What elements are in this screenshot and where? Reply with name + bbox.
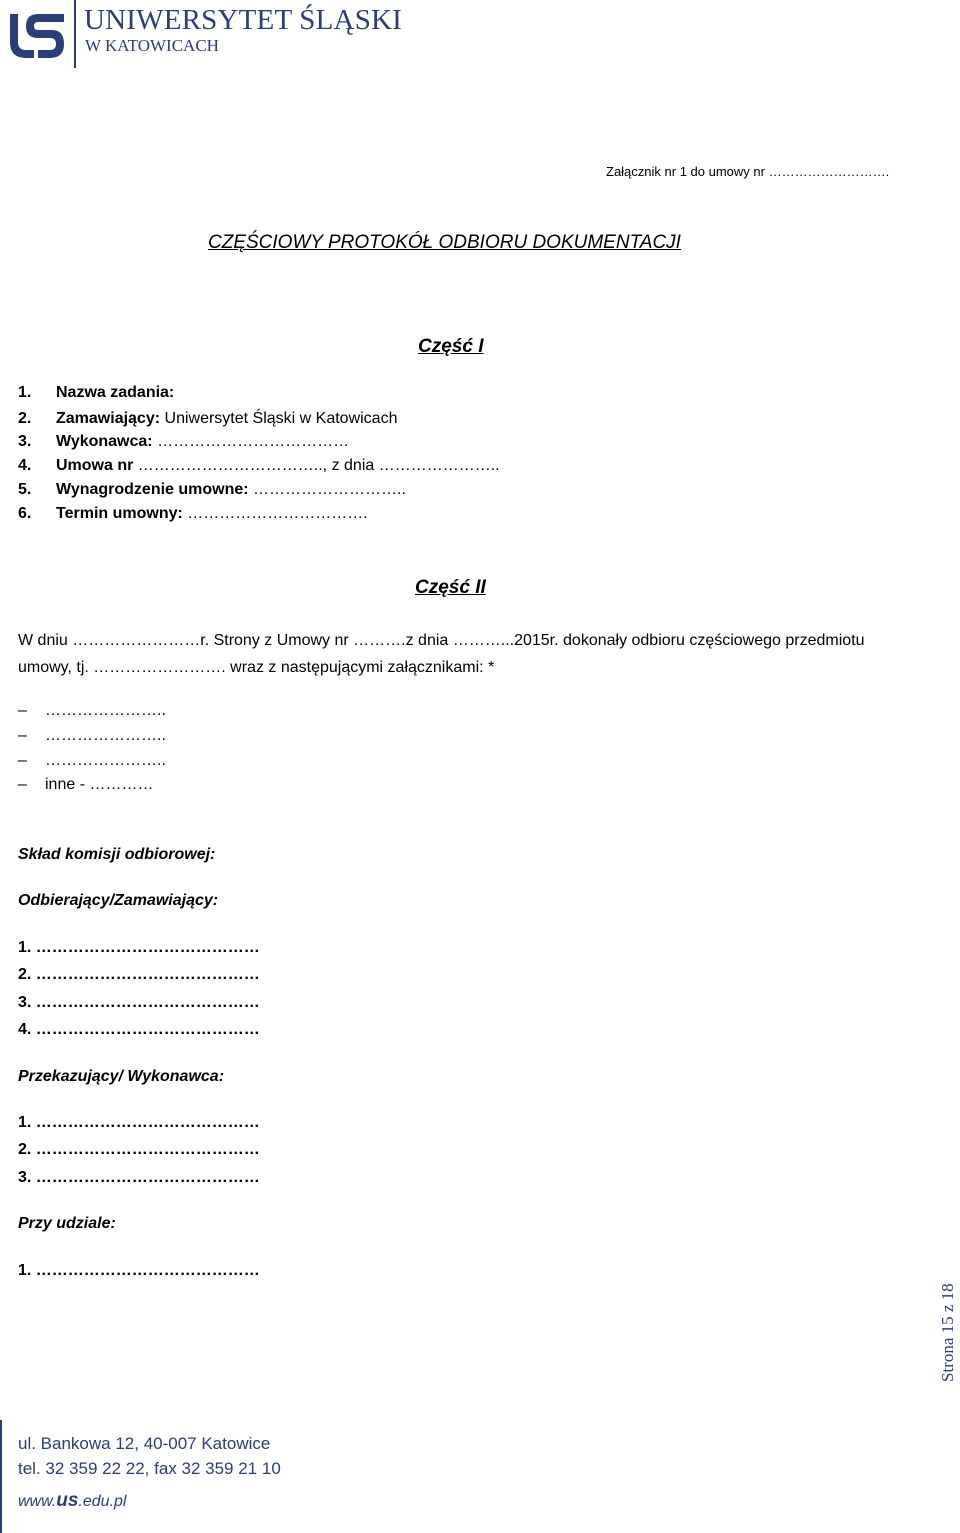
list-item — [18, 505, 368, 523]
item-number: 1. — [18, 384, 32, 401]
page-number-text: Strona 15 z 18 — [938, 1283, 957, 1382]
dash-bullet: – — [18, 776, 27, 793]
signature-line: 2. …………………………………… — [18, 966, 260, 983]
attachment-item — [18, 752, 166, 770]
item-label: Umowa nr — [56, 457, 134, 474]
website-domain: us — [56, 1490, 79, 1511]
attachment-item — [18, 727, 166, 745]
header-divider — [74, 0, 76, 68]
footer-divider — [0, 1420, 2, 1533]
university-city: W KATOWICACH — [85, 36, 219, 55]
handing-heading: Przekazujący/ Wykonawca: — [18, 1068, 225, 1085]
item-number: 5. — [18, 481, 32, 498]
attachment-text: ………………….. — [45, 752, 166, 769]
signature-line: 2. …………………………………… — [18, 1141, 260, 1158]
item-value: …………………………….., z dnia ………………….. — [133, 457, 500, 474]
item-value: ……………………….. — [248, 481, 406, 498]
list-item — [18, 457, 500, 475]
part-one-heading: Część I — [418, 336, 484, 357]
list-item — [18, 410, 397, 428]
attachment-text: ………………….. — [45, 727, 166, 744]
website-prefix: www. — [18, 1493, 57, 1510]
item-label: Termin umowny: — [56, 505, 183, 522]
receiving-heading: Odbierający/Zamawiający: — [18, 892, 219, 909]
item-label: Nazwa zadania: — [56, 384, 175, 401]
university-logo-icon — [6, 8, 68, 62]
item-value: ……………………………. — [182, 505, 368, 522]
annex-note: Załącznik nr 1 do umowy nr ………………………. — [606, 164, 890, 179]
item-number: 2. — [18, 410, 32, 427]
committee-heading: Skład komisji odbiorowej: — [18, 846, 216, 863]
item-value: ……………………………… — [152, 433, 350, 450]
item-label: Wynagrodzenie umowne: — [56, 481, 249, 498]
list-item — [18, 433, 349, 451]
item-value: Uniwersytet Śląski w Katowicach — [160, 410, 398, 427]
footer-website[interactable] — [18, 1490, 126, 1512]
item-number: 3. — [18, 433, 32, 450]
signature-line: 1. …………………………………… — [18, 939, 260, 956]
item-label: Zamawiający: — [56, 410, 161, 427]
part-two-heading: Część II — [415, 577, 486, 598]
page-number — [938, 1262, 958, 1382]
signature-line: 4. …………………………………… — [18, 1021, 260, 1038]
dash-bullet: – — [18, 727, 27, 744]
signature-line: 1. …………………………………… — [18, 1114, 260, 1131]
footer-phone: tel. 32 359 22 22, fax 32 359 21 10 — [18, 1459, 281, 1478]
signature-line: 1. …………………………………… — [18, 1262, 260, 1279]
list-item — [18, 481, 406, 499]
item-label: Wykonawca: — [56, 433, 153, 450]
university-name: UNIWERSYTET ŚLĄSKI — [84, 4, 403, 36]
signature-line: 3. …………………………………… — [18, 1169, 260, 1186]
signature-line: 3. …………………………………… — [18, 994, 260, 1011]
dash-bullet: – — [18, 752, 27, 769]
participants-heading: Przy udziale: — [18, 1215, 116, 1232]
document-title: CZĘŚCIOWY PROTOKÓŁ ODBIORU DOKUMENTACJI — [208, 232, 681, 253]
attachment-item — [18, 776, 153, 794]
item-number: 4. — [18, 457, 32, 474]
attachment-item — [18, 702, 166, 720]
dash-bullet: – — [18, 702, 27, 719]
attachment-text: ………………….. — [45, 702, 166, 719]
attachment-text: inne - ………… — [45, 776, 154, 793]
footer-address: ul. Bankowa 12, 40-007 Katowice — [18, 1434, 271, 1453]
website-suffix: .edu.pl — [78, 1493, 127, 1510]
item-number: 6. — [18, 505, 32, 522]
part-two-paragraph: W dniu ……………………r. Strony z Umowy nr ……….z dnia ………...2015r. dokonały odbioru częściowego przedmiotu umowy, tj. ……………………. wraz z następującymi załącznikami: * — [18, 632, 865, 676]
list-item — [18, 384, 174, 402]
